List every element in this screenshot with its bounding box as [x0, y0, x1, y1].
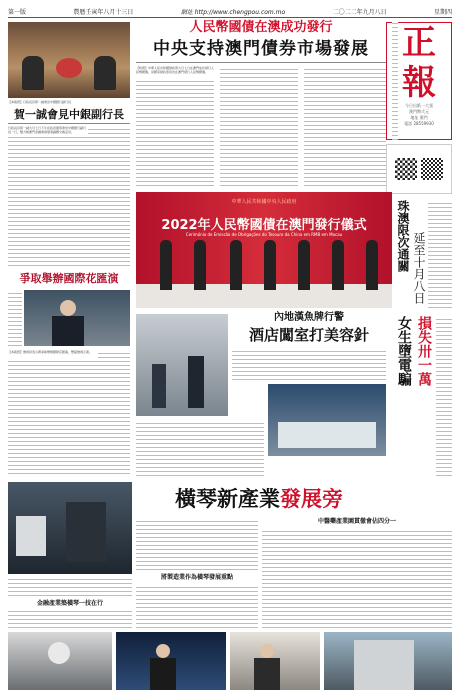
ceremony-top-text: 中華人民共和國中央人民政府 — [231, 199, 297, 205]
website-url[interactable]: 網址 http://www.chengpou.com.mo — [180, 9, 286, 16]
lunar-date: 農曆壬寅年八月十三日 — [73, 9, 134, 16]
qr-code-icon[interactable] — [421, 158, 443, 180]
tcm-subheadline: 中醫藥產業園貫徹會佔四分一 — [317, 518, 396, 525]
scam-text — [436, 316, 452, 476]
ceremony-subtitle: Cerimónia de Emissão de Obrigações do Tesouro da China em RMB em Macau — [185, 232, 343, 237]
lead-body-col-3 — [304, 66, 386, 188]
fintech-subheadline: 金融產業築橫琴一技在行 — [36, 600, 103, 607]
hotel-headline: 酒店闖室打美容針 — [248, 326, 369, 344]
hengqin-headline-red: 發展旁 — [280, 487, 343, 511]
qr-code-icon[interactable] — [395, 158, 417, 180]
tcm-body — [262, 528, 452, 628]
weekday: 星期四 — [433, 9, 452, 16]
divider — [8, 123, 130, 124]
lead-headline: 中央支持澳門債券市場發展 — [153, 39, 369, 59]
page-header — [8, 6, 452, 18]
divider — [136, 62, 386, 63]
hengqin-body-col-2 — [136, 584, 258, 628]
official-photo — [24, 290, 130, 346]
server-caption-text — [8, 576, 132, 598]
lead-kicker: 人民幣國債在澳成功發行 — [189, 20, 333, 35]
hengqin-headline — [136, 484, 382, 514]
scam-headline: 女生墮電騙 — [396, 316, 412, 386]
meeting-headline: 賀一誠會見中銀副行長 — [14, 108, 124, 121]
side-story-headline: 珠澳限次通關 — [396, 200, 410, 272]
hengqin-headline-black: 橫琴新產業 — [175, 487, 280, 511]
masthead-info-line: 澳門幣弍元 — [408, 109, 429, 114]
hengqin-subheadline: 將製造業作為橫琴發展重點 — [160, 574, 233, 581]
section-label: 第一版 — [8, 9, 27, 16]
presentation-photo — [116, 632, 226, 690]
masthead-info-line: 今日出紙一大張 — [404, 103, 433, 108]
scam-side: 損失卅一萬 — [416, 316, 432, 386]
masthead-info-line: 電話 28559930 — [404, 121, 434, 126]
meeting-caption: 【本報訊】行政長官賀一誠會見中國銀行副行長 — [8, 100, 72, 104]
qr-code-area[interactable] — [386, 144, 452, 194]
masthead-char-2: 報 — [402, 63, 436, 103]
hotel-body-text — [232, 348, 386, 380]
fintech-text — [8, 608, 132, 628]
building-photo — [324, 632, 452, 690]
lead-body: 【特訊】中華人民共和國財政部九月七日在澳門成功發行人民幣國債，是國家財政部首次在澳門發行人民幣國債。 — [136, 66, 214, 78]
flower-headline: 爭取舉辦國際花匯演 — [19, 272, 119, 285]
masthead-sidebar-text — [392, 20, 398, 140]
flower-body-text-2 — [8, 350, 130, 476]
lead-body-col-2 — [220, 66, 298, 188]
seized-items-photo — [268, 384, 386, 456]
meeting-body: 行政長官賀一誠九月七日下午在政府總部會見中國銀行副行長一行，雙方就澳門金融業發展等議題交換意見。 — [8, 126, 87, 134]
ceremony-photo — [136, 192, 392, 308]
hotel-photo — [136, 314, 228, 416]
hotel-body-text-2 — [136, 420, 264, 476]
masthead-char-1: 正 — [402, 23, 436, 63]
hotel-kicker: 內地漢魚牌行警 — [274, 312, 344, 323]
lab-photo — [8, 632, 112, 690]
meeting-body-text — [8, 126, 130, 268]
issue-date: 二〇二二年九月八日 — [332, 9, 387, 16]
hengqin-body-col-1 — [136, 518, 258, 572]
ceremony-title: 2022年人民幣國債在澳門發行儀式 — [161, 218, 367, 233]
masthead-info — [404, 103, 434, 127]
flower-body: 【本報訊】旅遊局表示將爭取舉辦國際花匯演，豐富旅遊元素。 — [8, 350, 98, 358]
flower-body-text — [8, 290, 22, 346]
side-story-date: 延至十月八日 — [412, 232, 426, 304]
meeting-photo — [8, 22, 130, 98]
server-photo — [8, 482, 132, 574]
masthead-info-line: 地址 澳門 — [410, 115, 428, 120]
side-story-text — [428, 200, 452, 310]
lead-body-col-1 — [136, 66, 214, 188]
speaker-photo — [230, 632, 320, 690]
